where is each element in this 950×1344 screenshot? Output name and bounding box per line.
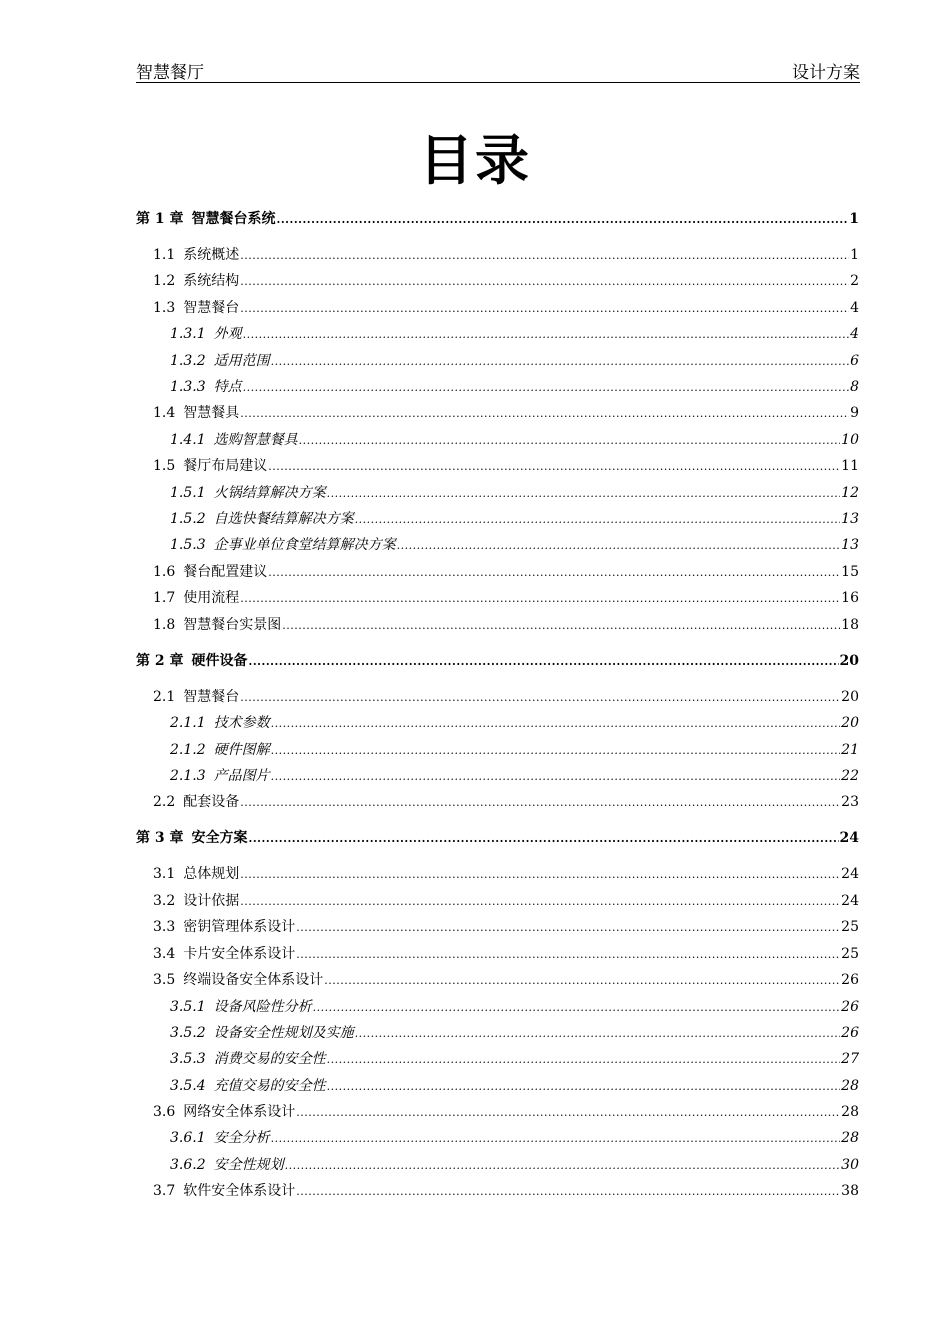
toc-entry[interactable] [170, 483, 859, 503]
toc-entry-page: 21 [841, 742, 859, 758]
toc-entry-page: 23 [841, 794, 859, 810]
toc-entry-page: 28 [841, 1130, 859, 1146]
toc-entry-page: 4 [850, 326, 859, 342]
toc-entry-title: 餐厅布局建议 [183, 458, 268, 474]
toc-leader-dots [243, 378, 849, 398]
toc-entry-title: 设计依据 [183, 893, 240, 909]
toc-entry-label [170, 740, 270, 760]
toc-entry-title: 密钥管理体系设计 [183, 919, 296, 935]
toc-entry-label [153, 615, 281, 635]
toc-entry-page: 9 [850, 405, 859, 421]
toc-entry-page: 28 [841, 1078, 859, 1094]
toc-entry[interactable] [153, 403, 859, 423]
toc-entry-page: 6 [850, 353, 859, 369]
toc-entry[interactable] [153, 245, 859, 265]
toc-entry-label [170, 713, 270, 733]
toc-entry-label [153, 562, 267, 582]
toc-entry-page: 25 [841, 946, 859, 962]
toc-entry-number: 3.5 [153, 972, 176, 988]
toc-entry[interactable] [153, 588, 859, 608]
toc-entry-title: 消费交易的安全性 [213, 1051, 326, 1067]
toc-entry-label [153, 1181, 295, 1201]
toc-leader-dots [240, 589, 840, 609]
toc-entry-page: 15 [841, 564, 859, 580]
toc-entry-title: 智慧餐台 [183, 689, 240, 705]
toc-entry-title: 安全方案 [191, 830, 248, 846]
toc-entry-label [170, 324, 242, 344]
toc-entry-page: 25 [841, 919, 859, 935]
toc-leader-dots [240, 299, 849, 319]
toc-entry-title: 自选快餐结算解决方案 [213, 511, 354, 527]
toc-entry[interactable] [170, 713, 859, 733]
toc-entry[interactable] [153, 891, 859, 911]
toc-entry-title: 智慧餐台 [183, 300, 240, 316]
toc-entry-page: 20 [839, 653, 859, 669]
toc-entry-title: 企事业单位食堂结算解决方案 [213, 537, 396, 553]
toc-leader-dots [285, 1156, 841, 1176]
toc-entry[interactable] [153, 562, 859, 582]
toc-entry-title: 使用流程 [183, 590, 240, 606]
toc-leader-dots [271, 714, 841, 734]
toc-entry-number: 3.6.2 [170, 1157, 206, 1173]
toc-entry-title: 特点 [213, 379, 242, 395]
toc-entry-label [170, 483, 326, 503]
toc-entry-page: 20 [841, 689, 859, 705]
toc-entry-page: 38 [841, 1183, 859, 1199]
toc-leader-dots [324, 971, 840, 991]
toc-entry-page: 1 [849, 211, 859, 227]
toc-entry-number: 1.5 [153, 458, 176, 474]
toc-entry[interactable] [170, 351, 859, 371]
toc-leader-dots [268, 457, 840, 477]
toc-entry[interactable] [136, 651, 859, 671]
toc-entry[interactable] [170, 430, 859, 450]
toc-entry-title: 系统概述 [183, 247, 240, 263]
toc-entry-label [170, 430, 298, 450]
toc-entry[interactable] [170, 1155, 859, 1175]
toc-entry-page: 8 [850, 379, 859, 395]
toc-entry[interactable] [170, 377, 859, 397]
toc-entry-label [153, 245, 239, 265]
toc-entry[interactable] [153, 298, 859, 318]
toc-leader-dots [249, 652, 839, 672]
toc-entry-title: 硬件图解 [213, 742, 270, 758]
toc-entry-page: 24 [841, 893, 859, 909]
toc-entry-number: 3.4 [153, 946, 176, 962]
toc-entry[interactable] [153, 970, 859, 990]
toc-leader-dots [240, 892, 840, 912]
toc-leader-dots [327, 1077, 841, 1097]
toc-leader-dots [240, 404, 849, 424]
toc-entry-label [153, 588, 239, 608]
toc-entry-number: 1.7 [153, 590, 176, 606]
toc-entry-title: 外观 [213, 326, 242, 342]
toc-entry-number: 1.5.2 [170, 511, 206, 527]
toc-entry[interactable] [170, 1023, 859, 1043]
toc-entry-page: 30 [841, 1157, 859, 1173]
toc-entry-label [153, 970, 323, 990]
toc-entry-number: 3.7 [153, 1183, 176, 1199]
toc-leader-dots [296, 918, 840, 938]
toc-leader-dots [327, 1050, 841, 1070]
toc-leader-dots [355, 510, 841, 530]
toc-entry-number: 2.1 [153, 689, 176, 705]
toc-entry-number: 3.5.3 [170, 1051, 206, 1067]
toc-leader-dots [243, 325, 849, 345]
toc-leader-dots [327, 484, 841, 504]
toc-entry-label [153, 271, 239, 291]
toc-entry-label [170, 1076, 326, 1096]
toc-leader-dots [296, 1103, 840, 1123]
toc-entry-page: 13 [841, 537, 859, 553]
toc-entry-number: 1.3.3 [170, 379, 206, 395]
toc-entry[interactable] [170, 509, 859, 529]
toc-entry-number: 3.6.1 [170, 1130, 206, 1146]
toc-entry[interactable] [170, 1128, 859, 1148]
toc-leader-dots [282, 616, 840, 636]
toc-entry-label [170, 509, 354, 529]
toc-entry-number: 1.3.1 [170, 326, 206, 342]
toc-entry-title: 设备安全性规划及实施 [213, 1025, 354, 1041]
toc-entry-number: 3.6 [153, 1104, 176, 1120]
toc-entry-number: 1.6 [153, 564, 176, 580]
toc-entry-number: 2.1.2 [170, 742, 206, 758]
toc-entry-page: 18 [841, 617, 859, 633]
toc-entry[interactable] [170, 1049, 859, 1069]
toc-entry-label [153, 792, 239, 812]
toc-entry-title: 安全性规划 [213, 1157, 284, 1173]
toc-leader-dots [299, 431, 841, 451]
toc-entry-title: 适用范围 [213, 353, 270, 369]
toc-entry[interactable] [136, 209, 859, 229]
toc-entry-number: 1.5.3 [170, 537, 206, 553]
toc-entry-title: 智慧餐具 [183, 405, 240, 421]
toc-entry[interactable] [153, 944, 859, 964]
toc-entry-number: 3.5.1 [170, 999, 206, 1015]
toc-entry-number: 1.3 [153, 300, 176, 316]
toc-entry[interactable] [170, 740, 859, 760]
toc-entry[interactable] [153, 456, 859, 476]
toc-entry-title: 软件安全体系设计 [183, 1183, 296, 1199]
toc-entry[interactable] [153, 864, 859, 884]
toc-entry[interactable] [170, 535, 859, 555]
toc-entry-number: 3.1 [153, 866, 176, 882]
toc-entry-title: 选购智慧餐具 [213, 432, 298, 448]
toc-entry[interactable] [170, 1076, 859, 1096]
toc-leader-dots [277, 210, 849, 230]
toc-entry-label [170, 535, 396, 555]
toc-leader-dots [268, 563, 840, 583]
header-left-text: 智慧餐厅 [136, 63, 204, 83]
toc-entry-page: 1 [850, 247, 859, 263]
toc-leader-dots [355, 1024, 841, 1044]
toc-entry-label [170, 1049, 326, 1069]
toc-leader-dots [240, 793, 840, 813]
toc-entry-page: 12 [841, 485, 859, 501]
toc-entry-page: 27 [841, 1051, 859, 1067]
toc-entry-number: 3.2 [153, 893, 176, 909]
toc-entry[interactable] [170, 766, 859, 786]
toc-leader-dots [397, 536, 841, 556]
toc-entry-number: 3.5.4 [170, 1078, 206, 1094]
toc-entry-number: 第 2 章 [136, 653, 184, 669]
toc-leader-dots [240, 246, 849, 266]
toc-entry-title: 终端设备安全体系设计 [183, 972, 324, 988]
toc-entry-page: 22 [841, 768, 859, 784]
toc-entry-number: 2.1.3 [170, 768, 206, 784]
toc-entry-label [153, 456, 267, 476]
toc-leader-dots [271, 1129, 841, 1149]
toc-leader-dots [240, 688, 840, 708]
toc-leader-dots [271, 352, 849, 372]
toc-entry-label [153, 298, 239, 318]
toc-leader-dots [240, 272, 849, 292]
header-right-text: 设计方案 [792, 63, 860, 83]
toc-entry-title: 技术参数 [213, 715, 270, 731]
toc-entry-title: 安全分析 [213, 1130, 270, 1146]
toc-entry-page: 13 [841, 511, 859, 527]
toc-entry-page: 4 [850, 300, 859, 316]
toc-entry-label [136, 828, 248, 848]
toc-entry-number: 第 3 章 [136, 830, 184, 846]
toc-leader-dots [296, 1182, 840, 1202]
toc-entry-label [153, 944, 295, 964]
toc-entry-label [170, 377, 242, 397]
toc-entry[interactable] [153, 687, 859, 707]
toc-entry-number: 2.2 [153, 794, 176, 810]
toc-entry-label [136, 209, 276, 229]
toc-entry-number: 1.3.2 [170, 353, 206, 369]
toc-leader-dots [313, 998, 841, 1018]
toc-entry-number: 1.8 [153, 617, 176, 633]
toc-entry-title: 网络安全体系设计 [183, 1104, 296, 1120]
toc-entry-number: 1.4.1 [170, 432, 206, 448]
toc-entry-title: 智慧餐台实景图 [183, 617, 282, 633]
toc-entry-label [153, 403, 239, 423]
toc-entry-page: 26 [841, 999, 859, 1015]
toc-entry-number: 第 1 章 [136, 211, 184, 227]
toc-entry-page: 24 [839, 830, 859, 846]
toc-entry-page: 16 [841, 590, 859, 606]
toc-entry[interactable] [153, 1102, 859, 1122]
toc-entry[interactable] [170, 324, 859, 344]
toc-leader-dots [249, 829, 839, 849]
toc-entry-title: 设备风险性分析 [213, 999, 312, 1015]
toc-entry-page: 24 [841, 866, 859, 882]
toc-entry-label [136, 651, 248, 671]
toc-entry-page: 28 [841, 1104, 859, 1120]
toc-entry-label [170, 351, 270, 371]
toc-entry-page: 26 [841, 1025, 859, 1041]
toc-entry[interactable] [153, 792, 859, 812]
toc-entry-label [153, 687, 239, 707]
toc-entry-label [153, 864, 239, 884]
toc-entry[interactable] [153, 615, 859, 635]
toc-entry-page: 20 [841, 715, 859, 731]
toc-entry-label [170, 766, 270, 786]
toc-entry-page: 11 [841, 458, 859, 474]
page-title: 目录 [419, 128, 531, 192]
toc-leader-dots [240, 865, 840, 885]
toc-entry-number: 3.3 [153, 919, 176, 935]
toc-entry-title: 餐台配置建议 [183, 564, 268, 580]
toc-entry[interactable] [153, 1181, 859, 1201]
toc-entry-label [153, 1102, 295, 1122]
toc-entry-title: 产品图片 [213, 768, 270, 784]
toc-entry-title: 充值交易的安全性 [213, 1078, 326, 1094]
toc-leader-dots [271, 741, 841, 761]
toc-entry-label [153, 891, 239, 911]
toc-entry[interactable] [170, 997, 859, 1017]
toc-entry-number: 1.5.1 [170, 485, 206, 501]
toc-entry-number: 1.1 [153, 247, 176, 263]
toc-entry-page: 26 [841, 972, 859, 988]
toc-entry-label [170, 1155, 284, 1175]
toc-leader-dots [271, 767, 841, 787]
toc-entry-label [170, 997, 312, 1017]
toc-entry-label [170, 1128, 270, 1148]
toc-entry-page: 2 [850, 273, 859, 289]
toc-entry-title: 总体规划 [183, 866, 240, 882]
toc-entry-page: 10 [841, 432, 859, 448]
toc-entry[interactable] [153, 271, 859, 291]
toc-entry-number: 1.2 [153, 273, 176, 289]
toc-entry-number: 3.5.2 [170, 1025, 206, 1041]
toc-entry-title: 系统结构 [183, 273, 240, 289]
toc-entry-title: 硬件设备 [191, 653, 248, 669]
toc-entry-number: 1.4 [153, 405, 176, 421]
toc-entry[interactable] [153, 917, 859, 937]
toc-entry-title: 卡片安全体系设计 [183, 946, 296, 962]
toc-entry-title: 火锅结算解决方案 [213, 485, 326, 501]
toc-entry-title: 配套设备 [183, 794, 240, 810]
toc-entry[interactable] [136, 828, 859, 848]
toc-entry-label [170, 1023, 354, 1043]
toc-leader-dots [296, 945, 840, 965]
toc-entry-label [153, 917, 295, 937]
toc-entry-number: 2.1.1 [170, 715, 206, 731]
toc-entry-title: 智慧餐台系统 [191, 211, 276, 227]
